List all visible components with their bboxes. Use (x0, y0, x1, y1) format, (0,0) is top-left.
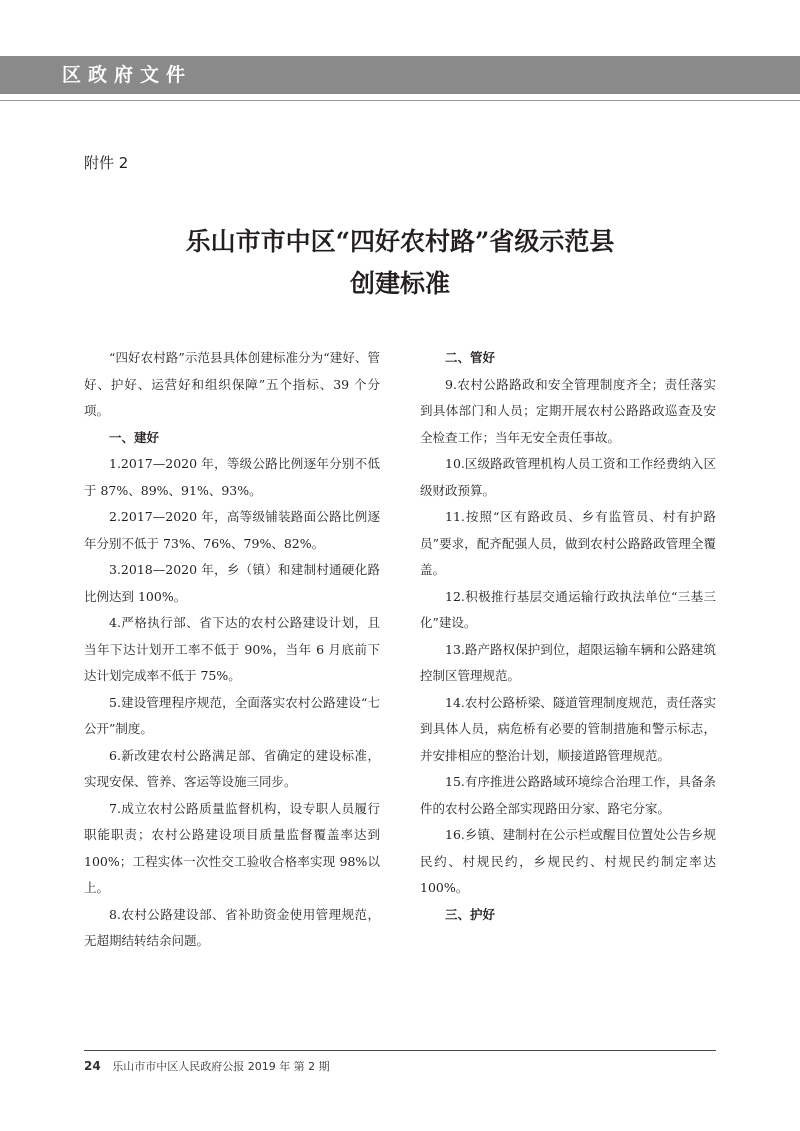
right-column (420, 345, 716, 928)
page-number: 24 (84, 1059, 101, 1073)
paragraph: 10.区级路政管理机构人员工资和工作经费纳入区级财政预算。 (420, 456, 716, 498)
section-heading: 三、护好 (445, 906, 496, 922)
attachment-label: 附件 2 (84, 154, 129, 172)
publication-name: 乐山市市中区人民政府公报 2019 年 第 2 期 (112, 1060, 330, 1073)
footer-divider (84, 1050, 716, 1051)
paragraph: 7.成立农村公路质量监督机构，设专职人员履行职能职责；农村公路建设项目质量监督覆盖率达到 100%；工程实体一次性交工验收合格率实现 98%以上。 (84, 800, 380, 895)
document-title-line-1: 乐山市市中区“四好农村路”省级示范县 (185, 227, 615, 256)
header-band (0, 56, 800, 94)
paragraph: 14.农村公路桥梁、隧道管理制度规范，责任落实到具体人员，病危桥有必要的管制措施和警示标志，并安排相应的整治计划，顺接道路管理规范。 (420, 694, 716, 763)
section-heading: 二、管好 (445, 350, 496, 365)
paragraph: 4.严格执行部、省下达的农村公路建设计划，且当年下达计划开工率不低于 90%，当年 6 月底前下达计划完成率不低于 75%。 (84, 615, 380, 683)
paragraph: 2.2017—2020 年，高等级铺装路面公路比例逐年分别不低于 73%、76%、79%、82%。 (84, 509, 380, 551)
page-footer (84, 1058, 330, 1074)
paragraph: 16.乡镇、建制村在公示栏或醒目位置处公告乡规民约、村规民约，乡规民约、村规民约制定率达 100%。 (420, 827, 716, 895)
paragraph: 8.农村公路建设部、省补助资金使用管理规范，无超期结转结余问题。 (84, 906, 380, 948)
left-column (84, 345, 380, 955)
header-title: 区政府文件 (62, 64, 193, 86)
paragraph: 3.2018—2020 年，乡（镇）和建制村通硬化路比例达到 100%。 (84, 562, 380, 604)
paragraph: 5.建设管理程序规范，全面落实农村公路建设“七公开”制度。 (84, 694, 380, 736)
paragraph: “四好农村路”示范县具体创建标准分为“建好、管好、护好、运营好和组织保障”五个指标、39 个分项。 (84, 350, 380, 418)
header-divider (0, 100, 800, 101)
paragraph: 13.路产路权保护到位，超限运输车辆和公路建筑控制区管理规范。 (420, 641, 716, 683)
paragraph: 11.按照“区有路政员、乡有监管员、村有护路员”要求，配齐配强人员，做到农村公路路政管理全覆盖。 (420, 509, 716, 577)
paragraph: 9.农村公路路政和安全管理制度齐全；责任落实到具体部门和人员；定期开展农村公路路政巡查及安全检查工作；当年无安全责任事故。 (420, 376, 716, 445)
document-title-line-2: 创建标准 (349, 269, 450, 298)
paragraph: 12.积极推行基层交通运输行政执法单位“三基三化”建设。 (420, 588, 716, 630)
paragraph: 1.2017—2020 年，等级公路比例逐年分别不低于 87%、89%、91%、93%。 (84, 456, 380, 498)
paragraph: 15.有序推进公路路域环境综合治理工作，具备条件的农村公路全部实现路田分家、路宅分家。 (420, 774, 716, 816)
paragraph: 6.新改建农村公路满足部、省确定的建设标准，实现安保、管养、客运等设施三同步。 (84, 747, 380, 789)
section-heading: 一、建好 (109, 429, 160, 445)
